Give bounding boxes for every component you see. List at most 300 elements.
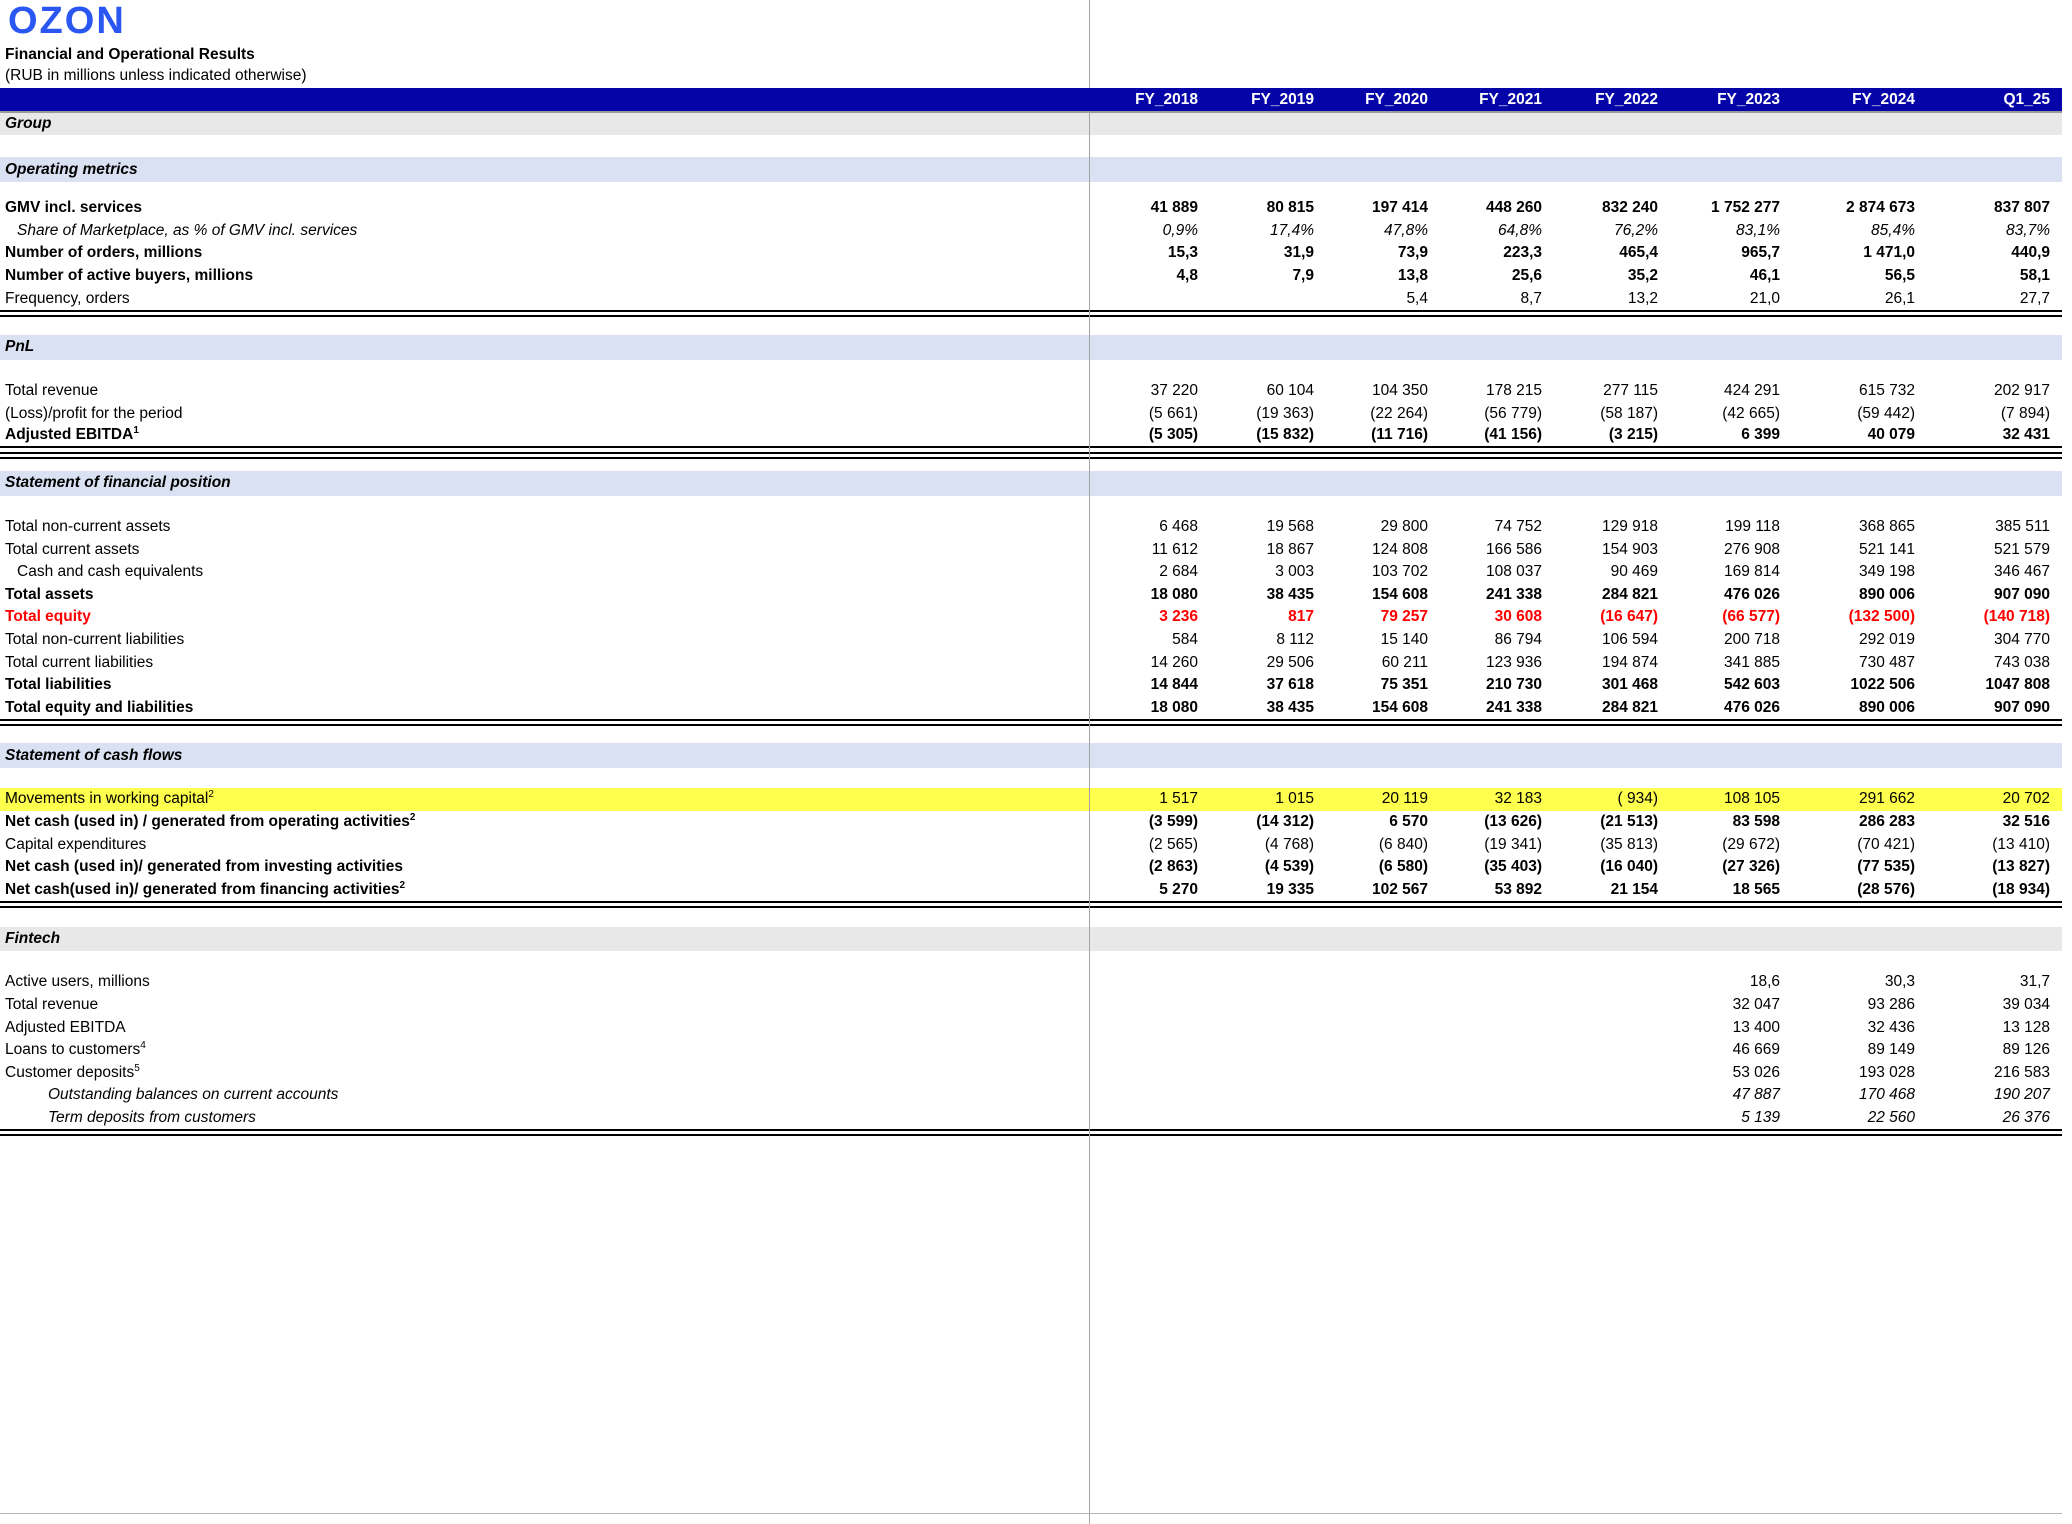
section-header	[0, 335, 2062, 360]
cell-value: 6 399	[1741, 426, 1780, 444]
data-row	[0, 584, 2062, 607]
row-label: Total current liabilities	[5, 653, 154, 671]
data-row	[0, 606, 2062, 629]
row-label: Active users, millions	[5, 973, 150, 991]
footnote-superscript: 2	[409, 811, 416, 823]
cell-value: 584	[1172, 631, 1198, 649]
cell-value: (19 363)	[1256, 404, 1314, 422]
cell-value: 200 718	[1723, 631, 1780, 649]
cell-value: 47 887	[1732, 1086, 1780, 1104]
cell-value: 154 903	[1601, 540, 1658, 558]
data-row	[0, 1084, 2062, 1107]
cell-value: 39 034	[2002, 995, 2050, 1013]
data-row	[0, 833, 2062, 856]
cell-value: 6 570	[1389, 812, 1428, 830]
data-row	[0, 856, 2062, 879]
cell-value: 907 090	[1993, 698, 2050, 716]
cell-value: 53 892	[1494, 880, 1542, 898]
cell-value: 301 468	[1601, 676, 1658, 694]
cell-value: 21 154	[1610, 880, 1658, 898]
cell-value: 542 603	[1723, 676, 1780, 694]
row-label: Total liabilities	[5, 676, 112, 694]
column-header: Q1_25	[2003, 90, 2050, 108]
cell-value: 448 260	[1485, 199, 1542, 217]
cell-value: 1 517	[1159, 790, 1198, 808]
cell-value: 202 917	[1993, 382, 2050, 400]
cell-value: 46 669	[1732, 1041, 1780, 1059]
report-title: Financial and Operational Results	[5, 46, 255, 63]
cell-value: (14 312)	[1256, 812, 1314, 830]
cell-value: (7 894)	[2000, 404, 2050, 422]
cell-value: 26,1	[1884, 289, 1915, 307]
cell-value: (18 934)	[1992, 880, 2050, 898]
cell-value: 286 283	[1858, 812, 1915, 830]
cell-value: (13 410)	[1992, 835, 2050, 853]
cell-value: (11 716)	[1371, 426, 1428, 444]
cell-value: 5,4	[1406, 289, 1428, 307]
cell-value: 31,9	[1283, 244, 1314, 262]
cell-value: 32 047	[1732, 995, 1780, 1013]
cell-value: 102 567	[1371, 880, 1428, 898]
row-label: Adjusted EBITDA	[5, 1018, 126, 1036]
column-header: FY_2022	[1595, 90, 1658, 108]
cell-value: 277 115	[1603, 382, 1658, 400]
double-rule-divider	[0, 1129, 2062, 1136]
spacer-row	[0, 182, 2062, 197]
cell-value: 27,7	[2019, 289, 2050, 307]
double-rule-divider	[0, 901, 2062, 908]
row-label: Adjusted EBITDA$^1$	[5, 425, 139, 444]
footnote-superscript: 2	[208, 789, 214, 801]
data-row	[0, 1016, 2062, 1039]
row-label: Total equity and liabilities	[5, 698, 194, 716]
row-label: Number of orders, millions	[5, 244, 203, 262]
cell-value: 58,1	[2019, 267, 2050, 285]
cell-value: 6 468	[1159, 518, 1198, 536]
cell-value: 37 220	[1150, 382, 1198, 400]
cell-value: (13 827)	[1992, 858, 2050, 876]
spacer-row	[0, 317, 2062, 335]
cell-value: 1 752 277	[1711, 199, 1780, 217]
cell-value: 53 026	[1732, 1063, 1780, 1081]
row-label: Total equity	[5, 608, 91, 626]
cell-value: 476 026	[1723, 698, 1780, 716]
column-header: FY_2019	[1251, 90, 1314, 108]
cell-value: 108 037	[1485, 563, 1542, 581]
cell-value: 0,9%	[1162, 221, 1198, 239]
cell-value: 223,3	[1503, 244, 1542, 262]
cell-value: 292 019	[1858, 631, 1915, 649]
data-row	[0, 220, 2062, 243]
cell-value: (2 863)	[1148, 858, 1198, 876]
report-header	[0, 0, 2072, 88]
cell-value: 284 821	[1601, 698, 1658, 716]
cell-value: (16 040)	[1600, 858, 1658, 876]
data-row	[0, 1061, 2062, 1084]
cell-value: 30 608	[1494, 608, 1542, 626]
footnote-superscript: 1	[133, 425, 139, 437]
cell-value: 32 183	[1494, 790, 1542, 808]
cell-value: 104 350	[1371, 382, 1428, 400]
footnote-superscript: 2	[399, 879, 406, 891]
cell-value: 20 702	[2002, 790, 2050, 808]
cell-value: 89 126	[2002, 1041, 2050, 1059]
cell-value: ( 934)	[1617, 790, 1658, 808]
cell-value: 817	[1288, 608, 1314, 626]
row-label: Term deposits from customers	[48, 1108, 256, 1126]
data-row	[0, 1039, 2062, 1062]
data-row	[0, 425, 2062, 448]
cell-value: 73,9	[1397, 244, 1428, 262]
cell-value: (70 421)	[1857, 835, 1915, 853]
cell-value: 194 874	[1601, 653, 1658, 671]
cell-value: 18 080	[1150, 698, 1198, 716]
data-row	[0, 788, 2062, 811]
data-row	[0, 403, 2062, 426]
cell-value: 18 867	[1266, 540, 1314, 558]
row-label: Movements in working capital$^2$	[5, 789, 214, 808]
cell-value: (35 813)	[1600, 835, 1658, 853]
cell-value: 13,8	[1397, 267, 1428, 285]
cell-value: 76,2%	[1614, 221, 1658, 239]
cell-value: 1 471,0	[1863, 244, 1915, 262]
cell-value: 106 594	[1601, 631, 1658, 649]
cell-value: (22 264)	[1370, 404, 1428, 422]
cell-value: 193 028	[1858, 1063, 1915, 1081]
cell-value: (35 403)	[1484, 858, 1542, 876]
cell-value: 837 807	[1993, 199, 2050, 217]
cell-value: 13 128	[2002, 1018, 2050, 1036]
cell-value: 276 908	[1723, 540, 1780, 558]
cell-value: 3 003	[1275, 563, 1314, 581]
column-header: FY_2024	[1852, 90, 1915, 108]
section-header-label: Statement of financial position	[5, 474, 231, 492]
section-header-label: PnL	[5, 338, 35, 356]
cell-value: 368 865	[1858, 518, 1915, 536]
row-label: Frequency, orders	[5, 289, 130, 307]
cell-value: (21 513)	[1600, 812, 1658, 830]
cell-value: 21,0	[1749, 289, 1780, 307]
section-header-label: Group	[5, 115, 52, 132]
cell-value: 304 770	[1993, 631, 2050, 649]
cell-value: (4 768)	[1264, 835, 1314, 853]
cell-value: 14 844	[1150, 676, 1198, 694]
cell-value: 346 467	[1993, 563, 2050, 581]
cell-value: 291 662	[1858, 790, 1915, 808]
cell-value: 1 015	[1275, 790, 1314, 808]
cell-value: 210 730	[1485, 676, 1542, 694]
section-header-label: Statement of cash flows	[5, 746, 183, 764]
footnote-superscript: 5	[134, 1062, 140, 1074]
cell-value: 60 104	[1266, 382, 1314, 400]
cell-value: (58 187)	[1600, 404, 1658, 422]
cell-value: 32 431	[2002, 426, 2050, 444]
cell-value: 79 257	[1380, 608, 1428, 626]
row-label: Cash and cash equivalents	[17, 563, 204, 581]
row-label: Loans to customers$^4$	[5, 1039, 146, 1059]
row-label: Total non-current assets	[5, 518, 171, 536]
cell-value: 832 240	[1601, 199, 1658, 217]
cell-value: 349 198	[1858, 563, 1915, 581]
data-row	[0, 811, 2062, 834]
data-row	[0, 197, 2062, 220]
spacer-row	[0, 496, 2062, 516]
data-row	[0, 651, 2062, 674]
cell-value: 13 400	[1732, 1018, 1780, 1036]
cell-value: 35,2	[1627, 267, 1658, 285]
row-label: Total non-current liabilities	[5, 631, 185, 649]
cell-value: 521 579	[1993, 540, 2050, 558]
cell-value: 190 207	[1993, 1086, 2050, 1104]
cell-value: (6 840)	[1378, 835, 1428, 853]
cell-value: 46,1	[1749, 267, 1780, 285]
cell-value: 154 608	[1371, 585, 1428, 603]
cell-value: 83,1%	[1736, 221, 1780, 239]
cell-value: 19 568	[1266, 518, 1314, 536]
data-row	[0, 697, 2062, 720]
data-row	[0, 287, 2062, 310]
cell-value: 37 618	[1266, 676, 1314, 694]
cell-value: 1022 506	[1850, 676, 1915, 694]
cell-value: 341 885	[1723, 653, 1780, 671]
cell-value: 80 815	[1266, 199, 1314, 217]
cell-value: (3 599)	[1148, 812, 1198, 830]
cell-value: 5 270	[1159, 880, 1198, 898]
cell-value: (13 626)	[1484, 812, 1542, 830]
cell-value: 38 435	[1266, 698, 1314, 716]
cell-value: 56,5	[1884, 267, 1915, 285]
data-row	[0, 538, 2062, 561]
cell-value: 440,9	[2011, 244, 2050, 262]
cell-value: 14 260	[1150, 653, 1198, 671]
data-row	[0, 380, 2062, 403]
cell-value: 89 149	[1867, 1041, 1915, 1059]
row-label: Outstanding balances on current accounts	[48, 1086, 339, 1104]
cell-value: (5 661)	[1148, 404, 1198, 422]
cell-value: 129 918	[1601, 518, 1658, 536]
cell-value: 743 038	[1993, 653, 2050, 671]
cell-value: (56 779)	[1484, 404, 1542, 422]
cell-value: 476 026	[1723, 585, 1780, 603]
cell-value: 197 414	[1371, 199, 1428, 217]
cell-value: 93 286	[1867, 995, 1915, 1013]
cell-value: 890 006	[1858, 698, 1915, 716]
section-header	[0, 743, 2062, 768]
row-label: GMV incl. services	[5, 199, 142, 217]
cell-value: 2 684	[1159, 563, 1198, 581]
cell-value: 154 608	[1371, 698, 1428, 716]
cell-value: (2 565)	[1148, 835, 1198, 853]
cell-value: 103 702	[1371, 563, 1428, 581]
data-row	[0, 878, 2062, 901]
row-label: Number of active buyers, millions	[5, 267, 254, 285]
cell-value: 18 080	[1150, 585, 1198, 603]
cell-value: 17,4%	[1270, 221, 1314, 239]
cell-value: 11 612	[1151, 540, 1198, 558]
cell-value: (6 580)	[1378, 858, 1428, 876]
section-header	[0, 471, 2062, 496]
double-rule-divider	[0, 310, 2062, 317]
cell-value: (59 442)	[1857, 404, 1915, 422]
data-row	[0, 674, 2062, 697]
cell-value: (27 326)	[1722, 858, 1780, 876]
cell-value: 18 565	[1732, 880, 1780, 898]
cell-value: (140 718)	[1983, 608, 2050, 626]
cell-value: 123 936	[1485, 653, 1542, 671]
cell-value: 424 291	[1723, 382, 1780, 400]
bottom-gridline	[0, 1513, 2062, 1514]
cell-value: 890 006	[1858, 585, 1915, 603]
cell-value: 8,7	[1520, 289, 1542, 307]
row-label: Share of Marketplace, as % of GMV incl. services	[17, 221, 358, 239]
row-label: Net cash (used in) / generated from operating activities$^2$	[5, 811, 416, 830]
cell-value: 907 090	[1993, 585, 2050, 603]
cell-value: 38 435	[1266, 585, 1314, 603]
cell-value: 32 516	[2002, 812, 2050, 830]
row-label: Customer deposits$^5$	[5, 1062, 140, 1081]
cell-value: 18,6	[1749, 973, 1780, 991]
cell-value: 2 874 673	[1846, 199, 1915, 217]
cell-value: 41 889	[1150, 199, 1198, 217]
section-header-label: Fintech	[5, 930, 61, 948]
cell-value: 965,7	[1741, 244, 1780, 262]
data-row	[0, 1107, 2062, 1130]
cell-value: 75 351	[1380, 676, 1428, 694]
pane-divider-line	[1089, 0, 1090, 1524]
cell-value: (132 500)	[1848, 608, 1915, 626]
cell-value: 31,7	[2019, 973, 2050, 991]
spacer-row	[0, 135, 2062, 157]
column-header: FY_2023	[1717, 90, 1780, 108]
cell-value: 20 119	[1381, 790, 1428, 808]
spacer-row	[0, 726, 2062, 743]
spacer-row	[0, 768, 2062, 788]
cell-value: 85,4%	[1871, 221, 1915, 239]
cell-value: (5 305)	[1148, 426, 1198, 444]
cell-value: (28 576)	[1857, 880, 1915, 898]
cell-value: 730 487	[1858, 653, 1915, 671]
cell-value: 4,8	[1176, 267, 1198, 285]
cell-value: 5 139	[1741, 1108, 1780, 1126]
cell-value: 83 598	[1732, 812, 1780, 830]
footnote-superscript: 4	[140, 1039, 146, 1051]
cell-value: 169 814	[1723, 563, 1780, 581]
report-subtitle: (RUB in millions unless indicated otherwise)	[5, 67, 307, 84]
cell-value: 22 560	[1867, 1108, 1915, 1126]
cell-value: 83,7%	[2006, 221, 2050, 239]
cell-value: (3 215)	[1608, 426, 1658, 444]
cell-value: 64,8%	[1498, 221, 1542, 239]
column-header-row	[0, 88, 2062, 111]
cell-value: (41 156)	[1484, 426, 1542, 444]
cell-value: 465,4	[1619, 244, 1658, 262]
column-header: FY_2018	[1135, 90, 1198, 108]
cell-value: (4 539)	[1264, 858, 1314, 876]
report-body	[0, 111, 2072, 1136]
row-label: Total current assets	[5, 540, 140, 558]
cell-value: (77 535)	[1857, 858, 1915, 876]
section-header	[0, 927, 2062, 951]
spacer-row	[0, 951, 2062, 971]
cell-value: 170 468	[1858, 1086, 1915, 1104]
cell-value: (29 672)	[1722, 835, 1780, 853]
cell-value: (66 577)	[1722, 608, 1780, 626]
cell-value: 19 335	[1266, 880, 1314, 898]
cell-value: 26 376	[2002, 1108, 2050, 1126]
spacer-row	[0, 908, 2062, 927]
column-header: FY_2020	[1365, 90, 1428, 108]
spacer-row	[0, 459, 2062, 471]
cell-value: 124 808	[1371, 540, 1428, 558]
row-label: (Loss)/profit for the period	[5, 404, 183, 422]
cell-value: 8 112	[1276, 631, 1314, 649]
data-row	[0, 971, 2062, 994]
ozon-logo: OZON	[8, 0, 126, 42]
cell-value: 13,2	[1627, 289, 1658, 307]
double-rule-divider	[0, 719, 2062, 726]
spacer-row	[0, 360, 2062, 380]
column-header: FY_2021	[1479, 90, 1542, 108]
cell-value: 199 118	[1725, 518, 1780, 536]
section-header	[0, 157, 2062, 182]
row-label: Capital expenditures	[5, 835, 147, 853]
cell-value: 32 436	[1867, 1018, 1915, 1036]
cell-value: 615 732	[1858, 382, 1915, 400]
data-row	[0, 265, 2062, 288]
cell-value: (19 341)	[1484, 835, 1542, 853]
row-label: Total revenue	[5, 995, 99, 1013]
cell-value: (15 832)	[1256, 426, 1314, 444]
cell-value: 90 469	[1610, 563, 1658, 581]
cell-value: (16 647)	[1600, 608, 1658, 626]
data-row	[0, 242, 2062, 265]
cell-value: 7,9	[1292, 267, 1314, 285]
cell-value: 29 506	[1266, 653, 1314, 671]
cell-value: 47,8%	[1384, 221, 1428, 239]
cell-value: 178 215	[1485, 382, 1542, 400]
cell-value: 25,6	[1511, 267, 1542, 285]
cell-value: 29 800	[1380, 518, 1428, 536]
section-header	[0, 111, 2062, 135]
cell-value: 86 794	[1494, 631, 1542, 649]
double-rule-divider	[0, 452, 2062, 459]
data-row	[0, 516, 2062, 539]
cell-value: 30,3	[1884, 973, 1915, 991]
cell-value: 216 583	[1993, 1063, 2050, 1081]
cell-value: 1047 808	[1985, 676, 2050, 694]
cell-value: (42 665)	[1722, 404, 1780, 422]
cell-value: 74 752	[1494, 518, 1542, 536]
cell-value: 15,3	[1167, 244, 1198, 262]
cell-value: 241 338	[1485, 698, 1542, 716]
cell-value: 241 338	[1485, 585, 1542, 603]
cell-value: 284 821	[1601, 585, 1658, 603]
cell-value: 108 105	[1723, 790, 1780, 808]
cell-value: 40 079	[1867, 426, 1915, 444]
data-row	[0, 629, 2062, 652]
row-label: Total revenue	[5, 382, 99, 400]
cell-value: 385 511	[1995, 518, 2050, 536]
cell-value: 521 141	[1858, 540, 1915, 558]
row-label: Net cash (used in)/ generated from investing activities	[5, 858, 403, 876]
row-label: Total assets	[5, 585, 94, 603]
section-header-label: Operating metrics	[5, 160, 138, 178]
row-label: Net cash(used in)/ generated from financing activities$^2$	[5, 879, 406, 898]
cell-value: 166 586	[1485, 540, 1542, 558]
cell-value: 60 211	[1381, 653, 1428, 671]
cell-value: 15 140	[1380, 631, 1428, 649]
data-row	[0, 994, 2062, 1017]
